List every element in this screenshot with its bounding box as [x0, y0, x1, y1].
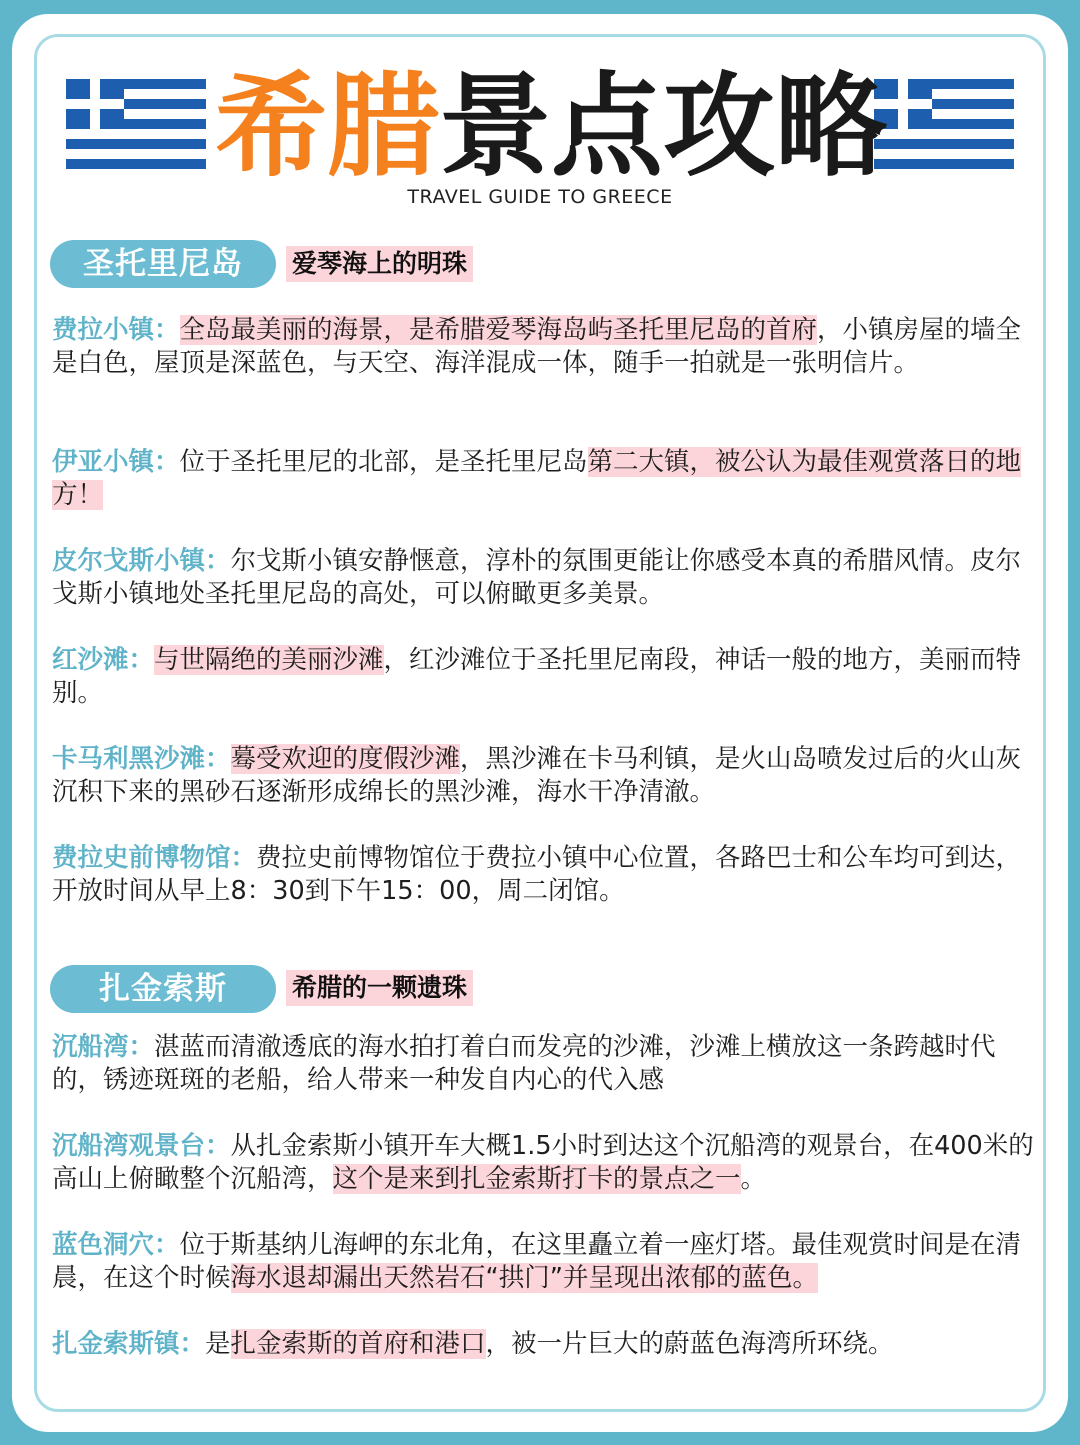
- greek-flag-icon: [874, 79, 1014, 173]
- entry-viewpoint: 沉船湾观景台：从扎金索斯小镇开车大概1.5小时到达这个沉船湾的观景台，在400米的高山上俯瞰整个沉船湾，这个是来到扎金索斯打卡的景点之一。: [52, 1131, 1034, 1194]
- entry-kamari: 卡马利黑沙滩：蓦受欢迎的度假沙滩，黑沙滩在卡马利镇，是火山岛喷发过后的火山灰沉积下来的黑砂石逐渐形成绵长的黑沙滩，海水干净清澈。: [52, 744, 1022, 807]
- page-title: 希腊景点攻略: [215, 62, 887, 192]
- entry-red-beach: 红沙滩：与世隔绝的美丽沙滩，红沙滩位于圣托里尼南段，神话一般的地方，美丽而特别。: [52, 645, 1022, 708]
- entry-zakynthos-town: 扎金索斯镇：是扎金索斯的首府和港口，被一片巨大的蔚蓝色海湾所环绕。: [52, 1329, 894, 1359]
- entry-pyrgos: 皮尔戈斯小镇：尔戈斯小镇安静惬意，淳朴的氛围更能让你感受本真的希腊风情。皮尔戈斯小镇地处圣托里尼岛的高处，可以俯瞰更多美景。: [52, 546, 1022, 609]
- section-title-santorini: 圣托里尼岛: [50, 240, 276, 288]
- entry-blue-caves: 蓝色洞穴：位于斯基纳儿海岬的东北角，在这里矗立着一座灯塔。最佳观赏时间是在清晨，在这个时候海水退却漏出天然岩石“拱门”并呈现出浓郁的蓝色。: [52, 1230, 1022, 1293]
- entry-fira: 费拉小镇：全岛最美丽的海景，是希腊爱琴海岛屿圣托里尼岛的首府，小镇房屋的墙全是白色，屋顶是深蓝色，与天空、海洋混成一体，随手一拍就是一张明信片。: [52, 315, 1022, 378]
- section-title-zakynthos: 扎金索斯: [50, 965, 276, 1013]
- entry-oia: 伊亚小镇：位于圣托里尼的北部，是圣托里尼岛第二大镇，被公认为最佳观赏落日的地方！: [52, 447, 1022, 510]
- entry-shipwreck: 沉船湾：湛蓝而清澈透底的海水拍打着白而发亮的沙滩，沙滩上横放这一条跨越时代的，锈迹斑斑的老船，给人带来一种发自内心的代入感: [52, 1032, 996, 1095]
- greek-flag-icon: [66, 79, 206, 173]
- entry-museum: 费拉史前博物馆：费拉史前博物馆位于费拉小镇中心位置，各路巴士和公车均可到达，开放时间从早上8：30到下午15：00，周二闭馆。: [52, 843, 1022, 906]
- page-subtitle: TRAVEL GUIDE TO GREECE: [407, 186, 673, 208]
- section-tag-santorini: 爱琴海上的明珠: [286, 246, 473, 282]
- section-tag-zakynthos: 希腊的一颗遗珠: [286, 970, 473, 1006]
